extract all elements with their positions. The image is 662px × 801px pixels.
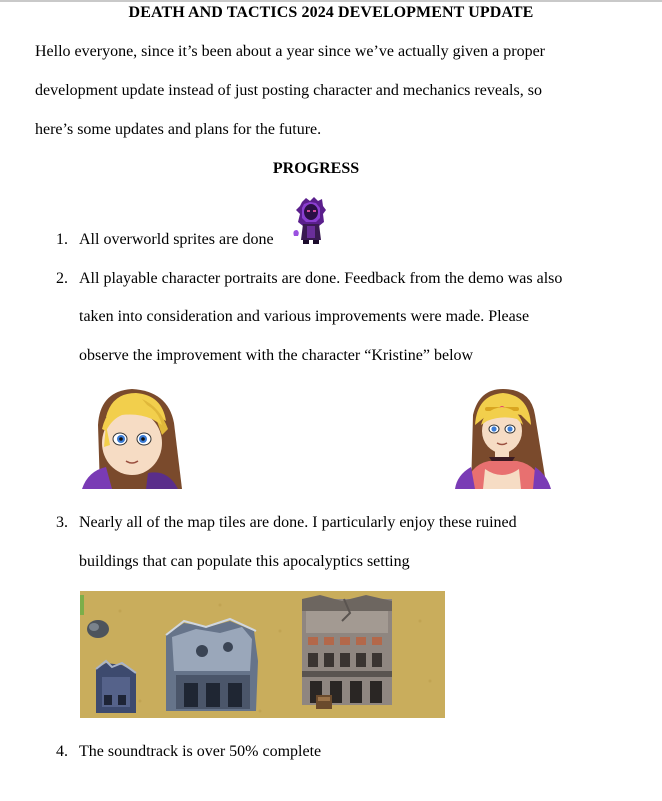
kristine-portrait-old	[82, 385, 186, 489]
sprite-tail	[293, 230, 298, 236]
item-1-number: 1.	[56, 231, 68, 248]
item-2-line-1: All playable character portraits are done. Feedback from the demo was also	[79, 270, 563, 287]
item-3-line-1: Nearly all of the map tiles are done. I particularly enjoy these ruined	[79, 514, 517, 531]
intro-line-1: Hello everyone, since it’s been about a year since we’ve actually given a proper	[35, 43, 546, 60]
item-1-text: All overworld sprites are done	[79, 231, 274, 248]
item-4-number: 4.	[56, 743, 68, 760]
large-ruin-tile	[302, 595, 392, 705]
item-4-text: The soundtrack is over 50% complete	[79, 743, 322, 760]
item-2-line-3: observe the improvement with the character “Kristine” below	[79, 347, 474, 364]
progress-heading: PROGRESS	[272, 160, 360, 177]
intro-line-3: here’s some updates and plans for the future.	[35, 121, 322, 138]
kristine-portrait-new	[455, 385, 551, 489]
rock-pile-tile	[87, 620, 109, 638]
item-3-number: 3.	[56, 514, 68, 531]
item-2-line-2: taken into consideration and various improvements were made. Please	[79, 308, 530, 325]
small-ruin-tile	[96, 661, 136, 713]
ruined-buildings-map-image	[80, 591, 445, 718]
collapsed-building-tile	[166, 619, 258, 711]
item-2-number: 2.	[56, 270, 68, 287]
document-title: DEATH AND TACTICS 2024 DEVELOPMENT UPDATE	[128, 4, 534, 21]
overworld-sprite-image	[290, 196, 332, 246]
page-top-rule	[0, 0, 662, 2]
sprite-hood	[296, 197, 326, 226]
intro-line-2: development update instead of just posting character and mechanics reveals, so	[35, 82, 542, 99]
grass-edge-tile	[80, 595, 84, 615]
sprite-body	[301, 224, 321, 244]
crate-tile	[316, 695, 332, 709]
item-3-line-2: buildings that can populate this apocalyptics setting	[79, 553, 410, 570]
